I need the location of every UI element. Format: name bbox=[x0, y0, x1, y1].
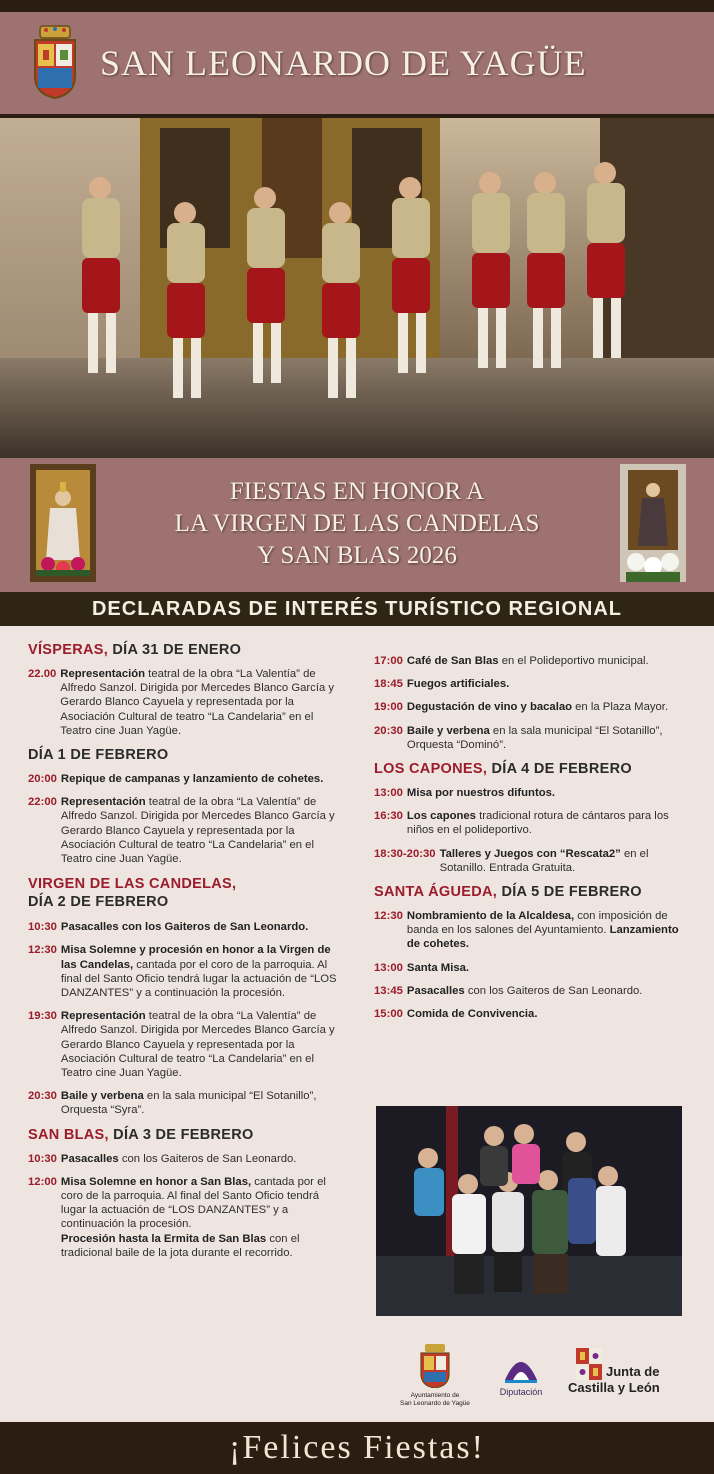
event-description bbox=[60, 667, 340, 738]
festival-title-line-2: LA VIRGEN DE LAS CANDELAS bbox=[174, 510, 540, 537]
event-item bbox=[374, 677, 692, 691]
event-title: Talleres y Juegos con “Rescata2” bbox=[439, 847, 621, 860]
day-heading-date: DÍA 1 DE FEBRERO bbox=[28, 747, 169, 764]
festival-title bbox=[110, 476, 604, 572]
theatre-group-illustration bbox=[376, 1106, 682, 1316]
event-item bbox=[28, 1175, 340, 1260]
event-item bbox=[374, 1007, 692, 1021]
event-detail: teatral de la obra “La Valentía” de Alfredo Sanzol. Dirigida por Mercedes Blanco García y Gerardo Blanco Cayuela y representada por la Asociación Cultural de teatro “La Candelaria” en el Teatro cine Juan Yagüe. bbox=[60, 668, 335, 737]
theatre-group-photo bbox=[376, 1106, 682, 1316]
event-item bbox=[28, 943, 340, 1000]
event-item bbox=[28, 1009, 340, 1080]
event-item bbox=[28, 1089, 340, 1117]
event-time: 12:00 bbox=[28, 1175, 57, 1188]
event-detail-secondary: con el tradicional baile de la jota durante el recorrido. bbox=[60, 1232, 300, 1259]
event-time: 19:30 bbox=[28, 1010, 57, 1023]
event-time: 10:30 bbox=[28, 921, 57, 934]
event-title: Fuegos artificiales. bbox=[406, 678, 510, 691]
event-title-secondary: Procesión hasta la Ermita de San Blas bbox=[60, 1232, 267, 1245]
event-title: Café de San Blas bbox=[406, 655, 499, 667]
day-heading-highlight: SAN BLAS, bbox=[28, 1126, 109, 1143]
town-crest-icon bbox=[30, 24, 80, 100]
event-title: Misa Solemne en honor a San Blas, bbox=[60, 1175, 252, 1188]
day-heading-highlight: VIRGEN DE LAS CANDELAS, bbox=[28, 876, 237, 893]
event-detail: teatral de la obra “La Valentía” de Alfredo Sanzol. Dirigida por Mercedes Blanco García y Gerardo Blanco Cayuela y representada por la Asociación Cultural de teatro “La Candelaria” en el Teatro cine Juan Yagüe. bbox=[60, 796, 335, 866]
event-detail: con los Gaiteros de San Leonardo. bbox=[118, 1152, 297, 1165]
junta-label-line-1: Junta de bbox=[606, 1364, 660, 1379]
event-description bbox=[61, 1089, 340, 1117]
event-item bbox=[374, 700, 692, 714]
event-item bbox=[374, 786, 692, 800]
event-item bbox=[28, 1152, 340, 1166]
event-title: Comida de Convivencia. bbox=[406, 1008, 538, 1021]
event-detail: cantada por el coro de la parroquia. Al final del Santo Oficio tendrá lugar la actuación de “LOS DANZANTES” y a continuación la procesión. bbox=[60, 1175, 326, 1231]
event-description bbox=[407, 984, 692, 998]
day-heading-date: DÍA 31 DE ENERO bbox=[108, 642, 242, 658]
event-detail: en la sala municipal “El Sotanillo”, Orquesta “Dominó”. bbox=[406, 724, 663, 751]
event-time: 18:30-20:30 bbox=[374, 847, 436, 860]
event-detail: en el Polideportivo municipal. bbox=[498, 655, 649, 667]
day-heading bbox=[28, 747, 340, 763]
event-title-secondary: Lanzamiento de cohetes. bbox=[406, 924, 679, 951]
day-heading-highlight: VÍSPERAS, bbox=[28, 642, 109, 658]
event-detail: teatral de la obra “La Valentía” de Alfredo Sanzol. Dirigida por Mercedes Blanco García y Gerardo Blanco Cayuela y representada por la Asociación Cultural de teatro “La Candelaria” en el Teatro cine Juan Yagüe. bbox=[60, 1010, 335, 1080]
festival-title-line-3: Y SAN BLAS 2026 bbox=[257, 542, 457, 569]
event-item bbox=[374, 984, 692, 998]
event-title: Pasacalles bbox=[60, 1152, 119, 1165]
event-title: Misa por nuestros difuntos. bbox=[406, 787, 556, 800]
event-description bbox=[61, 1152, 340, 1166]
event-detail: en la sala municipal “El Sotanillo”, Orquesta “Syra”. bbox=[60, 1090, 317, 1117]
event-description bbox=[407, 786, 692, 800]
day-heading-date: DÍA 4 DE FEBRERO bbox=[487, 761, 632, 778]
event-title: Representación bbox=[60, 1010, 146, 1023]
diputacion-logo bbox=[486, 1350, 556, 1410]
virgen-candelas-image-icon bbox=[620, 464, 686, 582]
event-description bbox=[407, 654, 692, 668]
event-detail: con imposición de banda en los salones del Ayuntamiento. bbox=[406, 910, 668, 937]
junta-cyl-shield-icon bbox=[576, 1348, 602, 1382]
event-title: Representación bbox=[60, 796, 146, 809]
event-item bbox=[28, 667, 340, 738]
day-heading bbox=[374, 761, 692, 777]
event-description bbox=[61, 772, 340, 786]
event-detail: cantada por el coro de la parroquia. Al final del Santo Oficio tendrá lugar la actuación de “LOS DANZANTES” y a continuación la procesión. bbox=[60, 958, 337, 1000]
event-time: 22.00 bbox=[28, 668, 57, 680]
event-item bbox=[28, 772, 340, 786]
event-item bbox=[374, 961, 692, 975]
sponsor-logos bbox=[390, 1344, 690, 1414]
event-description bbox=[407, 677, 692, 691]
san-blas-image-icon bbox=[30, 464, 96, 582]
event-time: 20:00 bbox=[28, 773, 57, 786]
event-time: 20:30 bbox=[28, 1090, 57, 1103]
day-heading-highlight: SANTA ÁGUEDA, bbox=[374, 884, 498, 901]
ayuntamiento-crest-icon bbox=[418, 1344, 452, 1388]
program-content bbox=[0, 626, 714, 1422]
event-time: 20:30 bbox=[374, 724, 403, 737]
event-title: Misa Solemne y procesión en honor a la Virgen de las Candelas, bbox=[60, 944, 331, 971]
event-description bbox=[407, 909, 692, 952]
event-description bbox=[61, 1009, 340, 1080]
event-detail: tradicional rotura de cántaros para los niños en el polideportivo. bbox=[406, 810, 669, 837]
danzantes-photo bbox=[0, 118, 714, 458]
event-item bbox=[374, 847, 692, 875]
day-heading bbox=[28, 1127, 340, 1143]
ayuntamiento-label-line-1: Ayuntamiento de bbox=[410, 1392, 460, 1399]
event-description bbox=[407, 724, 692, 752]
day-heading bbox=[28, 875, 340, 911]
day-heading-date: DÍA 2 DE FEBRERO bbox=[28, 894, 169, 911]
event-title: Pasacalles bbox=[406, 984, 465, 997]
event-detail: en el Sotanillo. Entrada Gratuita. bbox=[439, 847, 649, 874]
junta-cyl-logo bbox=[568, 1348, 686, 1412]
event-description bbox=[61, 1175, 340, 1260]
declared-regional-interest: DECLARADAS DE INTERÉS TURÍSTICO REGIONAL bbox=[0, 592, 714, 626]
event-item bbox=[374, 724, 692, 752]
event-time: 12:30 bbox=[28, 944, 57, 957]
day-heading-highlight: LOS CAPONES, bbox=[374, 761, 488, 778]
event-detail: en la Plaza Mayor. bbox=[572, 701, 669, 714]
event-description bbox=[407, 700, 692, 714]
event-description bbox=[407, 1007, 692, 1021]
day-heading-date: DÍA 5 DE FEBRERO bbox=[497, 884, 642, 901]
event-time: 13:00 bbox=[374, 961, 403, 974]
event-title: Nombramiento de la Alcaldesa, bbox=[406, 910, 575, 923]
event-item bbox=[374, 654, 692, 668]
title-band bbox=[0, 458, 714, 592]
event-description bbox=[407, 809, 692, 837]
danzantes-photo-illustration bbox=[0, 118, 714, 458]
event-time: 19:00 bbox=[374, 701, 403, 714]
event-time: 10:30 bbox=[28, 1152, 57, 1165]
event-item bbox=[374, 809, 692, 837]
event-time: 13:45 bbox=[374, 984, 403, 997]
header-banner bbox=[0, 12, 714, 118]
event-description bbox=[61, 795, 340, 866]
program-right-column bbox=[374, 636, 692, 1030]
ayuntamiento-logo bbox=[390, 1344, 480, 1414]
event-title: Santa Misa. bbox=[406, 961, 470, 974]
event-description bbox=[61, 943, 340, 1000]
felices-fiestas-footer: ¡Felices Fiestas! bbox=[0, 1422, 714, 1474]
event-title: Degustación de vino y bacalao bbox=[406, 701, 573, 714]
event-title: Baile y verbena bbox=[60, 1090, 144, 1103]
day-heading bbox=[28, 642, 340, 658]
event-description bbox=[407, 961, 692, 975]
festival-title-line-1: FIESTAS EN HONOR A bbox=[229, 478, 485, 505]
event-time: 13:00 bbox=[374, 787, 403, 800]
event-time: 17:00 bbox=[374, 655, 403, 667]
junta-label-line-2: Castilla y León bbox=[568, 1380, 660, 1395]
ayuntamiento-label-line-2: San Leonardo de Yagüe bbox=[400, 1400, 470, 1407]
town-title: SAN LEONARDO DE YAGÜE bbox=[100, 43, 587, 83]
diputacion-emblem-icon bbox=[501, 1350, 541, 1384]
event-time: 18:45 bbox=[374, 678, 403, 691]
event-description bbox=[440, 847, 692, 875]
event-title: Repique de campanas y lanzamiento de cohetes. bbox=[60, 773, 324, 786]
event-description bbox=[61, 920, 340, 934]
event-item bbox=[28, 920, 340, 934]
event-title: Baile y verbena bbox=[406, 724, 490, 737]
event-title: Representación bbox=[60, 668, 146, 680]
event-time: 12:30 bbox=[374, 910, 403, 923]
event-item bbox=[374, 909, 692, 952]
event-time: 22:00 bbox=[28, 796, 57, 809]
program-left-column bbox=[28, 636, 340, 1269]
event-title: Pasacalles con los Gaiteros de San Leonardo. bbox=[60, 921, 309, 934]
event-title: Los capones bbox=[406, 810, 476, 823]
event-item bbox=[28, 795, 340, 866]
event-detail: con los Gaiteros de San Leonardo. bbox=[464, 984, 643, 997]
event-time: 16:30 bbox=[374, 810, 403, 823]
day-heading-date: DÍA 3 DE FEBRERO bbox=[108, 1126, 254, 1143]
day-heading bbox=[374, 884, 692, 900]
event-time: 15:00 bbox=[374, 1008, 403, 1021]
diputacion-label: Diputación bbox=[499, 1387, 543, 1397]
top-strip bbox=[0, 0, 714, 12]
